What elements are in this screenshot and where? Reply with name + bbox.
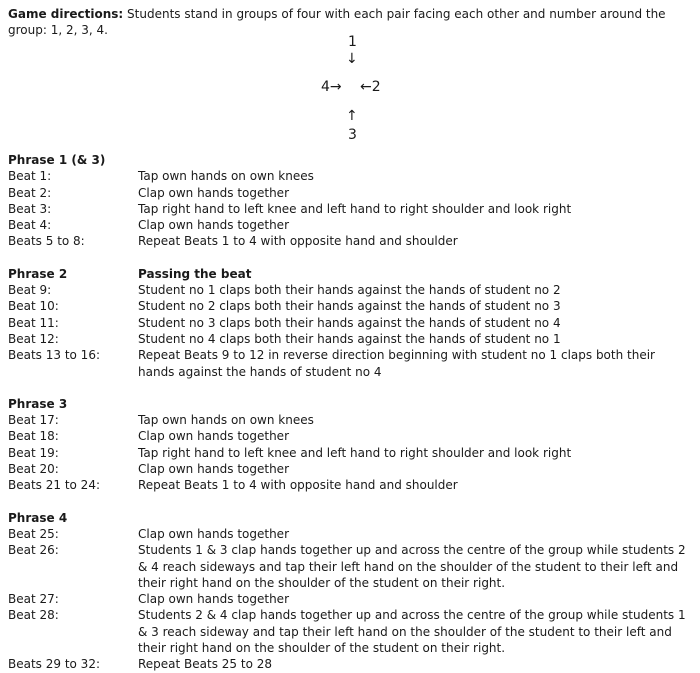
phrase-section [8,152,694,250]
beat-label: Beat 18: [8,429,59,444]
beat-row [8,185,694,201]
beat-instruction: Student no 4 claps both their hands against the hands of student no 1 [138,331,561,346]
beat-row [8,331,694,347]
beat-instruction: Student no 3 claps both their hands against the hands of student no 4 [138,315,561,330]
beat-row [8,477,694,493]
beat-label: Beat 20: [8,462,59,477]
beat-row [8,591,694,607]
beat-instruction: Repeat Beats 1 to 4 with opposite hand and shoulder [138,234,458,249]
beat-label: Beat 3: [8,201,52,216]
beat-row [8,412,694,428]
game-directions-heading: Game directions: [8,7,124,21]
beat-row [8,217,694,233]
beat-label: Beat 4: [8,218,52,233]
beat-label: Beat 1: [8,169,52,184]
beat-row [8,298,694,314]
beat-instruction: Tap own hands on own knees [138,169,314,184]
phrase-header [8,266,694,282]
beat-instruction: Student no 2 claps both their hands against the hands of student no 3 [138,299,561,314]
phrase-section [8,396,694,494]
beat-instruction: Clap own hands together [138,462,289,477]
beat-instruction: Students 2 & 4 clap hands together up and across the centre of the group while students 1 & 3 reach sideway and tap their left hand on the shoulder of the student to their left and their right hand on the shoulder of the student on their right. [138,608,686,656]
beat-row [8,168,694,184]
beat-label: Beat 2: [8,185,52,200]
beat-row [8,347,694,380]
beat-instruction: Student no 1 claps both their hands against the hands of student no 2 [138,283,561,298]
student-position-diagram [8,34,694,143]
beat-row [8,526,694,542]
game-directions-text: Students stand in groups of four with each pair facing each other and number around the group: 1, 2, 3, 4. [8,7,666,37]
phrase-subtitle [138,396,694,412]
beat-row [8,315,694,331]
beat-instruction: Clap own hands together [138,592,289,607]
beat-label: Beats 29 to 32: [8,657,100,672]
phrase-header [8,510,694,526]
beat-instruction: Repeat Beats 9 to 12 in reverse direction beginning with student no 1 claps both their hands against the hands of student no 4 [138,348,655,379]
beat-row [8,445,694,461]
beat-row [8,656,694,672]
phrase-header [8,396,694,412]
beat-label: Beats 13 to 16: [8,348,100,363]
student-2-label: ←2 [360,79,381,95]
beat-instruction: Tap own hands on own knees [138,413,314,428]
beat-instruction: Tap right hand to left knee and left hand to right shoulder and look right [138,201,572,216]
beat-row [8,542,694,591]
student-4-label: 4→ [321,79,342,95]
beat-row [8,428,694,444]
phrase-title: Phrase 1 (& 3) [8,153,106,167]
beat-instruction: Clap own hands together [138,218,289,233]
phrase-section [8,510,694,673]
beat-row [8,201,694,217]
beat-instruction: Students 1 & 3 clap hands together up and across the centre of the group while students 2 & 4 reach sideways and tap their left hand on the shoulder of the student to their left and their right hand on the shoulder of the student on their right. [138,543,686,590]
beat-label: Beat 28: [8,608,59,623]
phrase-title: Phrase 2 [8,266,68,281]
phrase-subtitle [138,152,694,168]
beat-label: Beat 11: [8,315,59,330]
beat-label: Beat 9: [8,283,52,298]
student-1-label: 1 [348,34,357,50]
phrase-section [8,266,694,380]
phrase-subtitle [138,510,694,526]
beat-label: Beat 12: [8,331,59,346]
beat-instruction: Clap own hands together [138,185,289,200]
phrase-title: Phrase 4 [8,510,68,525]
beat-instruction: Clap own hands together [138,526,289,541]
down-arrow-icon: ↓ [346,51,358,67]
beat-label: Beat 17: [8,413,59,428]
beat-label: Beats 5 to 8: [8,234,85,249]
beat-instruction: Tap right hand to left knee and left hand to right shoulder and look right [138,445,572,460]
beat-instruction: Repeat Beats 25 to 28 [138,657,273,672]
phrase-title: Phrase 3 [8,396,68,411]
beat-label: Beat 27: [8,592,59,607]
phrase-list [8,152,694,673]
beat-instruction: Clap own hands together [138,429,289,444]
beat-label: Beats 21 to 24: [8,478,100,493]
beat-row [8,282,694,298]
beat-label: Beat 19: [8,445,59,460]
beat-label: Beat 10: [8,299,59,314]
up-arrow-icon: ↑ [346,108,358,124]
beat-label: Beat 25: [8,526,59,541]
phrase-header [8,152,694,168]
student-3-label: 3 [348,127,357,143]
phrase-subtitle: Passing the beat [138,266,252,281]
beat-label: Beat 26: [8,543,59,558]
beat-row [8,461,694,477]
beat-instruction: Repeat Beats 1 to 4 with opposite hand and shoulder [138,478,458,493]
beat-row [8,233,694,249]
beat-row [8,607,694,656]
document-page [8,6,694,673]
